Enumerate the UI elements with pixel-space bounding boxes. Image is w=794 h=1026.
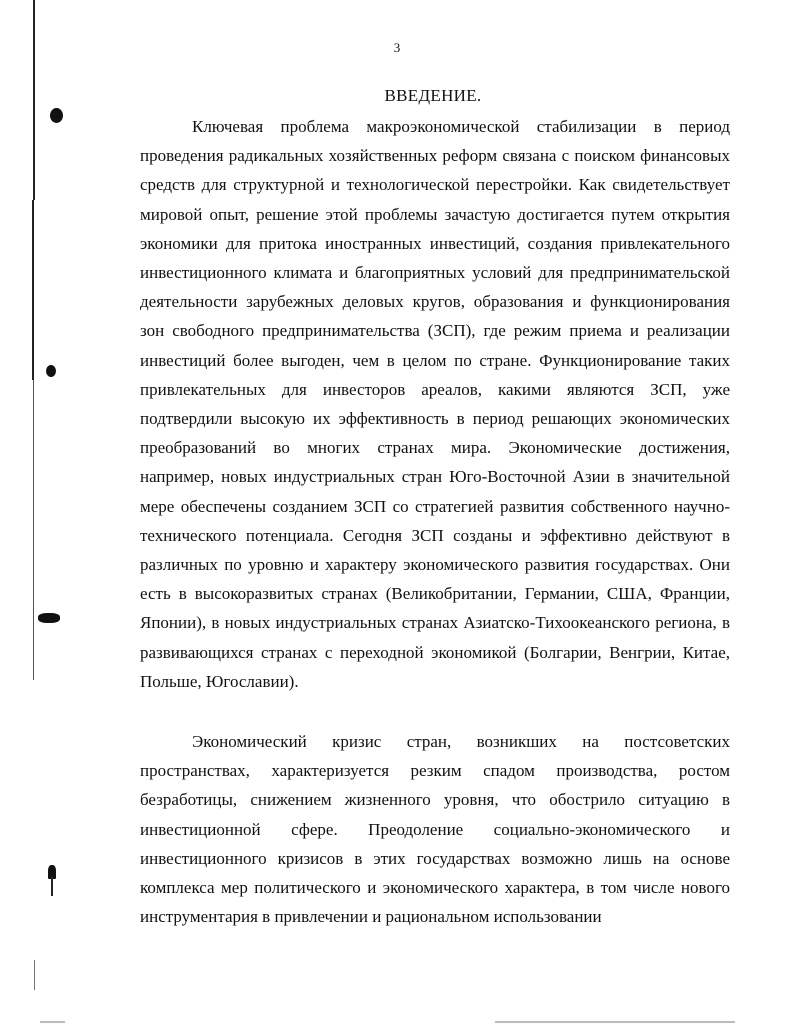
binder-hole-mark [50, 108, 63, 123]
scan-edge-line [34, 960, 35, 990]
page-number: 3 [393, 40, 401, 55]
page-title: ВВЕДЕНИЕ. [384, 86, 482, 105]
scan-edge-line [32, 200, 34, 380]
binder-hole-mark [46, 365, 56, 377]
binder-hole-mark [38, 613, 60, 623]
scan-edge-line [33, 380, 34, 680]
body-text [140, 112, 730, 696]
scan-noise [40, 1021, 65, 1023]
paragraph-1: Ключевая проблема макроэкономической стабилизации в период проведения радикальных хозяйственных реформ связана с поиском финансовых средств для структурной и технологической перестройки. Как свидетельствует мировой опыт, решение этой проблемы зачастую достигается путем открытия экономики для притока иностранных инвестиций, создания привлекательного инвестиционного климата и благоприятных условий для предпринимательской деятельности зарубежных деловых кругов, образования и функционирования зон свободного предпринимательства (ЗСП), где режим приема и реализации инвестиций более выгоден, чем в целом по стране. Функционирование таких привлекательных для инвесторов ареалов, какими являются ЗСП, уже подтвердили высокую их эффективность в период решающих экономических преобразований во многих странах мира. Экономические достижения, например, новых индустриальных стран Юго-Восточной Азии в значительной мере обеспечены созданием ЗСП со стратегией развития собственного научно-технического потенциала. Сегодня ЗСП созданы и эффективно действуют в различных по уровню и характеру экономического развития государствах. Они есть в высокоразвитых странах (Великобритании, Германии, США, Франции, Японии), в новых индустриальных странах Азиатско-Тихоокеанского региона, в развивающихся странах с переходной экономикой (Болгарии, Венгрии, Китае, Польше, Югославии). [140, 117, 730, 691]
body-text-continued [140, 727, 730, 931]
scan-noise [495, 1021, 735, 1023]
binder-hole-mark [51, 876, 53, 896]
paragraph-2: Экономический кризис стран, возникших на постсоветских пространствах, характеризуется резким спадом производства, ростом безработицы, снижением жизненного уровня, что обострило ситуацию в инвестиционной сфере. Преодоление социально-экономического и инвестиционного кризисов в этих государствах возможно лишь на основе комплекса мер политического и экономического характера, в том числе нового инструментария в привлечении и рациональном использовании [140, 732, 730, 927]
